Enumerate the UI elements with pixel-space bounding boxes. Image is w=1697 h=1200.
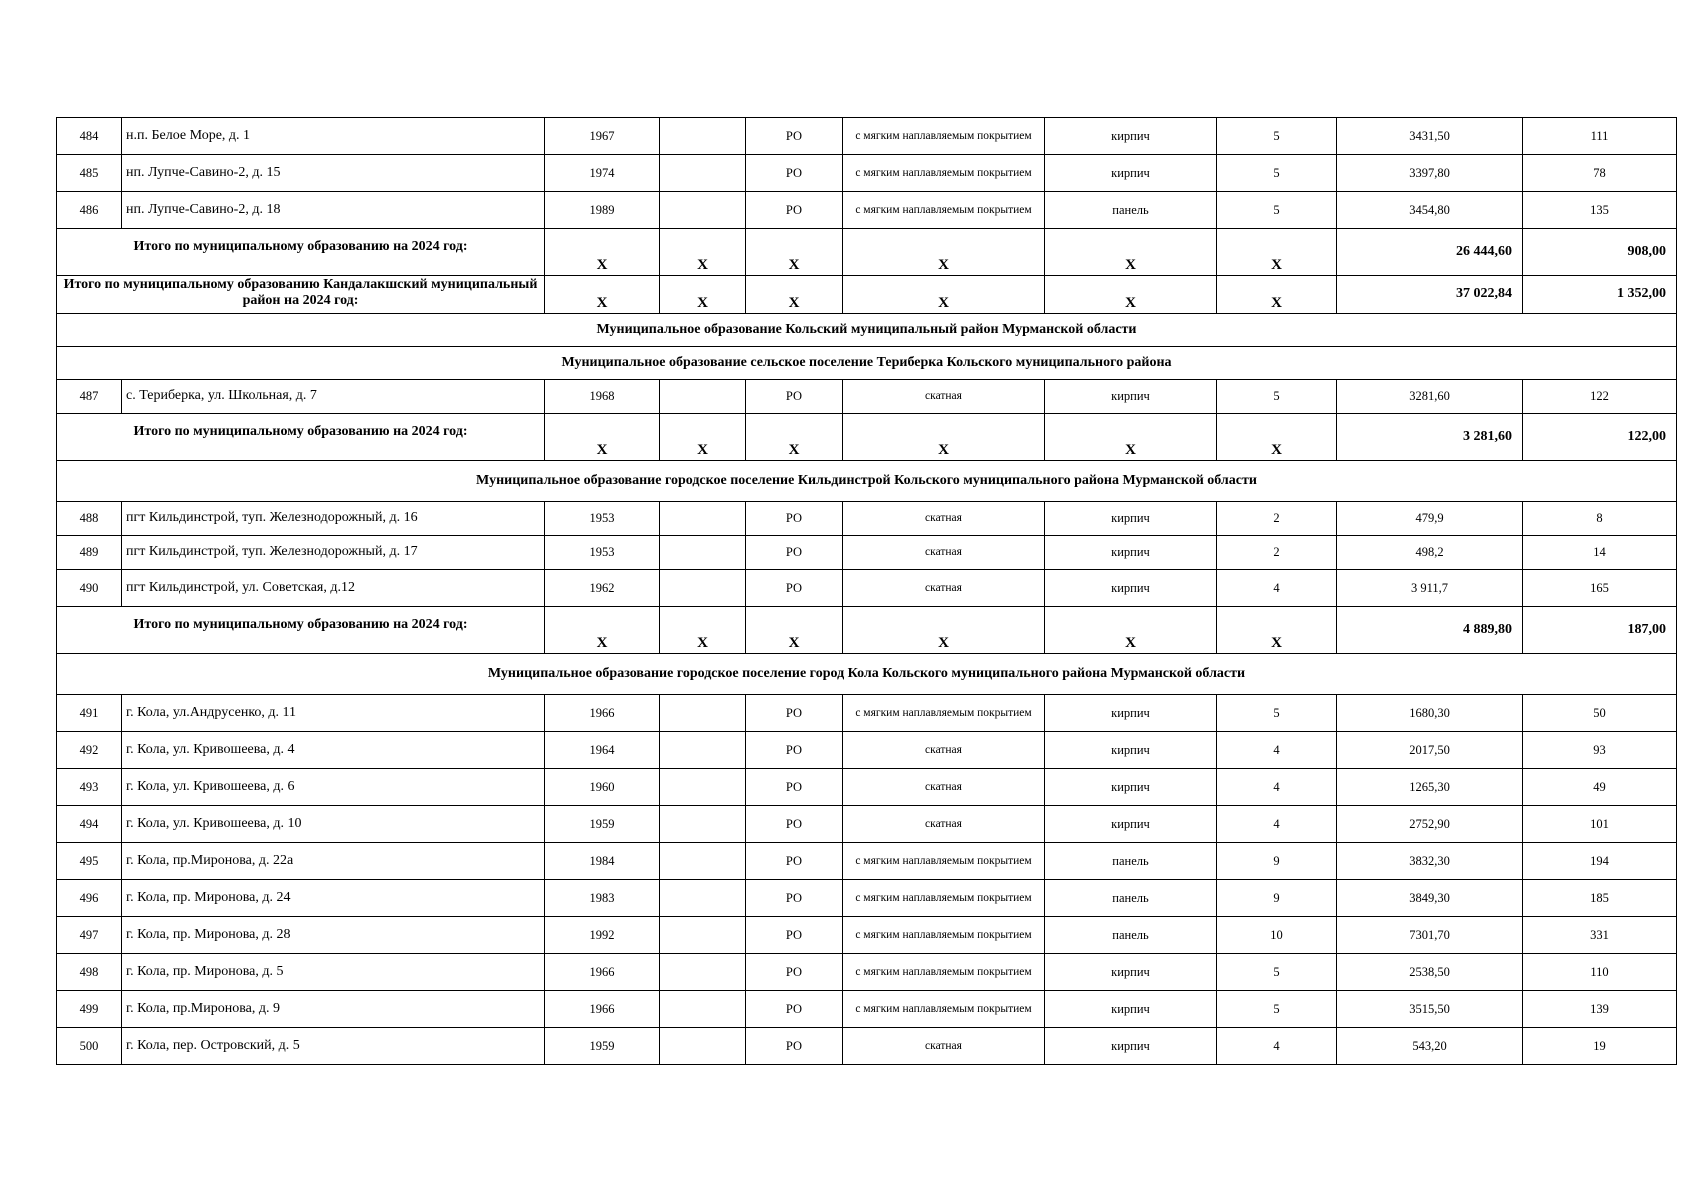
- x-mark: X: [1045, 276, 1217, 314]
- floors-cell: 4: [1217, 769, 1337, 806]
- empty-cell: [660, 769, 746, 806]
- area-cell: 3515,50: [1337, 991, 1523, 1028]
- x-mark: X: [1045, 229, 1217, 276]
- roof-cell: скатная: [843, 769, 1045, 806]
- total-label: Итого по муниципальному образованию на 2024 год:: [57, 607, 545, 654]
- section-header: [57, 461, 1677, 502]
- floors-cell: 4: [1217, 1028, 1337, 1065]
- table-row: [57, 843, 1677, 880]
- roof-cell: с мягким наплавляемым покрытием: [843, 991, 1045, 1028]
- floors-cell: 10: [1217, 917, 1337, 954]
- empty-cell: [660, 880, 746, 917]
- empty-cell: [660, 732, 746, 769]
- wall-cell: кирпич: [1045, 732, 1217, 769]
- wall-cell: кирпич: [1045, 1028, 1217, 1065]
- floors-cell: 9: [1217, 880, 1337, 917]
- floors-cell: 5: [1217, 118, 1337, 155]
- fund-cell: РО: [746, 1028, 843, 1065]
- wall-cell: панель: [1045, 843, 1217, 880]
- total-area: 3 281,60: [1337, 414, 1523, 461]
- total-row: [57, 229, 1677, 276]
- address-cell: нп. Лупче-Савино-2, д. 15: [122, 155, 545, 192]
- floors-cell: 5: [1217, 695, 1337, 732]
- people-cell: 14: [1523, 536, 1677, 570]
- area-cell: 479,9: [1337, 502, 1523, 536]
- area-cell: 498,2: [1337, 536, 1523, 570]
- empty-cell: [660, 1028, 746, 1065]
- x-mark: X: [1045, 414, 1217, 461]
- x-mark: X: [1217, 276, 1337, 314]
- fund-cell: РО: [746, 843, 843, 880]
- roof-cell: скатная: [843, 380, 1045, 414]
- people-cell: 78: [1523, 155, 1677, 192]
- total-people: 187,00: [1523, 607, 1677, 654]
- x-mark: X: [1217, 414, 1337, 461]
- people-cell: 49: [1523, 769, 1677, 806]
- fund-cell: РО: [746, 769, 843, 806]
- wall-cell: кирпич: [1045, 118, 1217, 155]
- people-cell: 19: [1523, 1028, 1677, 1065]
- address-cell: пгт Кильдинстрой, ул. Советская, д.12: [122, 570, 545, 607]
- year-cell: 1966: [545, 991, 660, 1028]
- section-title: Муниципальное образование городское поселение город Кола Кольского муниципального района Мурманской области: [57, 654, 1677, 695]
- year-cell: 1959: [545, 1028, 660, 1065]
- row-number: 493: [57, 769, 122, 806]
- roof-cell: с мягким наплавляемым покрытием: [843, 192, 1045, 229]
- year-cell: 1983: [545, 880, 660, 917]
- x-mark: X: [545, 276, 660, 314]
- people-cell: 8: [1523, 502, 1677, 536]
- wall-cell: кирпич: [1045, 769, 1217, 806]
- wall-cell: панель: [1045, 917, 1217, 954]
- table-row: [57, 380, 1677, 414]
- total-area: 37 022,84: [1337, 276, 1523, 314]
- row-number: 484: [57, 118, 122, 155]
- table-row: [57, 570, 1677, 607]
- x-mark: X: [545, 229, 660, 276]
- year-cell: 1953: [545, 502, 660, 536]
- section-title: Муниципальное образование городское поселение Кильдинстрой Кольского муниципального района Мурманской области: [57, 461, 1677, 502]
- total-label: Итого по муниципальному образованию на 2024 год:: [57, 229, 545, 276]
- area-cell: 2017,50: [1337, 732, 1523, 769]
- floors-cell: 5: [1217, 380, 1337, 414]
- x-mark: X: [1217, 607, 1337, 654]
- roof-cell: с мягким наплавляемым покрытием: [843, 118, 1045, 155]
- table-row: [57, 732, 1677, 769]
- address-cell: г. Кола, ул.Андрусенко, д. 11: [122, 695, 545, 732]
- x-mark: X: [660, 276, 746, 314]
- area-cell: 2752,90: [1337, 806, 1523, 843]
- x-mark: X: [843, 414, 1045, 461]
- table-row: [57, 769, 1677, 806]
- floors-cell: 5: [1217, 991, 1337, 1028]
- empty-cell: [660, 155, 746, 192]
- x-mark: X: [746, 607, 843, 654]
- year-cell: 1962: [545, 570, 660, 607]
- wall-cell: кирпич: [1045, 502, 1217, 536]
- floors-cell: 4: [1217, 732, 1337, 769]
- table-row: [57, 954, 1677, 991]
- total-area: 26 444,60: [1337, 229, 1523, 276]
- table-row: [57, 192, 1677, 229]
- people-cell: 135: [1523, 192, 1677, 229]
- fund-cell: РО: [746, 502, 843, 536]
- x-mark: X: [660, 607, 746, 654]
- x-mark: X: [843, 276, 1045, 314]
- empty-cell: [660, 536, 746, 570]
- address-cell: г. Кола, пр.Миронова, д. 9: [122, 991, 545, 1028]
- area-cell: 3 911,7: [1337, 570, 1523, 607]
- table-row: [57, 880, 1677, 917]
- total-people: 908,00: [1523, 229, 1677, 276]
- year-cell: 1959: [545, 806, 660, 843]
- table-row: [57, 917, 1677, 954]
- total-area: 4 889,80: [1337, 607, 1523, 654]
- empty-cell: [660, 917, 746, 954]
- people-cell: 50: [1523, 695, 1677, 732]
- row-number: 490: [57, 570, 122, 607]
- empty-cell: [660, 380, 746, 414]
- roof-cell: скатная: [843, 502, 1045, 536]
- row-number: 500: [57, 1028, 122, 1065]
- row-number: 486: [57, 192, 122, 229]
- empty-cell: [660, 118, 746, 155]
- row-number: 488: [57, 502, 122, 536]
- empty-cell: [660, 806, 746, 843]
- year-cell: 1992: [545, 917, 660, 954]
- fund-cell: РО: [746, 732, 843, 769]
- floors-cell: 4: [1217, 570, 1337, 607]
- address-cell: г. Кола, ул. Кривошеева, д. 10: [122, 806, 545, 843]
- table-row: [57, 695, 1677, 732]
- people-cell: 194: [1523, 843, 1677, 880]
- row-number: 498: [57, 954, 122, 991]
- area-cell: 2538,50: [1337, 954, 1523, 991]
- roof-cell: с мягким наплавляемым покрытием: [843, 155, 1045, 192]
- section-header: [57, 314, 1677, 347]
- fund-cell: РО: [746, 118, 843, 155]
- people-cell: 111: [1523, 118, 1677, 155]
- x-mark: X: [746, 276, 843, 314]
- area-cell: 543,20: [1337, 1028, 1523, 1065]
- x-mark: X: [660, 414, 746, 461]
- table-row: [57, 155, 1677, 192]
- x-mark: X: [545, 414, 660, 461]
- address-cell: г. Кола, ул. Кривошеева, д. 4: [122, 732, 545, 769]
- fund-cell: РО: [746, 192, 843, 229]
- area-cell: 3849,30: [1337, 880, 1523, 917]
- total-people: 122,00: [1523, 414, 1677, 461]
- wall-cell: кирпич: [1045, 991, 1217, 1028]
- address-cell: г. Кола, пр.Миронова, д. 22а: [122, 843, 545, 880]
- people-cell: 110: [1523, 954, 1677, 991]
- empty-cell: [660, 695, 746, 732]
- table-row: [57, 806, 1677, 843]
- fund-cell: РО: [746, 954, 843, 991]
- area-cell: 3454,80: [1337, 192, 1523, 229]
- total-row: [57, 276, 1677, 314]
- row-number: 485: [57, 155, 122, 192]
- x-mark: X: [545, 607, 660, 654]
- wall-cell: кирпич: [1045, 570, 1217, 607]
- roof-cell: с мягким наплавляемым покрытием: [843, 880, 1045, 917]
- year-cell: 1953: [545, 536, 660, 570]
- roof-cell: с мягким наплавляемым покрытием: [843, 954, 1045, 991]
- floors-cell: 5: [1217, 155, 1337, 192]
- address-cell: г. Кола, пер. Островский, д. 5: [122, 1028, 545, 1065]
- year-cell: 1989: [545, 192, 660, 229]
- area-cell: 1265,30: [1337, 769, 1523, 806]
- table-row: [57, 536, 1677, 570]
- row-number: 492: [57, 732, 122, 769]
- table-row: [57, 118, 1677, 155]
- wall-cell: панель: [1045, 880, 1217, 917]
- total-people: 1 352,00: [1523, 276, 1677, 314]
- address-cell: пгт Кильдинстрой, туп. Железнодорожный, д. 16: [122, 502, 545, 536]
- wall-cell: кирпич: [1045, 536, 1217, 570]
- area-cell: 3431,50: [1337, 118, 1523, 155]
- address-cell: г. Кола, пр. Миронова, д. 24: [122, 880, 545, 917]
- fund-cell: РО: [746, 536, 843, 570]
- total-label: Итого по муниципальному образованию Кандалакшский муниципальный район на 2024 год:: [57, 276, 545, 314]
- row-number: 495: [57, 843, 122, 880]
- x-mark: X: [843, 607, 1045, 654]
- area-cell: 1680,30: [1337, 695, 1523, 732]
- floors-cell: 9: [1217, 843, 1337, 880]
- roof-cell: скатная: [843, 1028, 1045, 1065]
- year-cell: 1984: [545, 843, 660, 880]
- total-label: Итого по муниципальному образованию на 2024 год:: [57, 414, 545, 461]
- section-header: [57, 347, 1677, 380]
- roof-cell: с мягким наплавляемым покрытием: [843, 917, 1045, 954]
- people-cell: 101: [1523, 806, 1677, 843]
- wall-cell: кирпич: [1045, 806, 1217, 843]
- x-mark: X: [660, 229, 746, 276]
- address-cell: с. Териберка, ул. Школьная, д. 7: [122, 380, 545, 414]
- floors-cell: 4: [1217, 806, 1337, 843]
- address-cell: нп. Лупче-Савино-2, д. 18: [122, 192, 545, 229]
- people-cell: 93: [1523, 732, 1677, 769]
- row-number: 499: [57, 991, 122, 1028]
- year-cell: 1960: [545, 769, 660, 806]
- address-cell: г. Кола, ул. Кривошеева, д. 6: [122, 769, 545, 806]
- address-cell: г. Кола, пр. Миронова, д. 5: [122, 954, 545, 991]
- floors-cell: 5: [1217, 192, 1337, 229]
- wall-cell: кирпич: [1045, 155, 1217, 192]
- wall-cell: панель: [1045, 192, 1217, 229]
- year-cell: 1967: [545, 118, 660, 155]
- empty-cell: [660, 502, 746, 536]
- row-number: 497: [57, 917, 122, 954]
- housing-table: [56, 117, 1677, 1065]
- table-row: [57, 991, 1677, 1028]
- x-mark: X: [746, 229, 843, 276]
- roof-cell: скатная: [843, 536, 1045, 570]
- roof-cell: с мягким наплавляемым покрытием: [843, 695, 1045, 732]
- year-cell: 1966: [545, 695, 660, 732]
- people-cell: 165: [1523, 570, 1677, 607]
- floors-cell: 5: [1217, 954, 1337, 991]
- roof-cell: скатная: [843, 732, 1045, 769]
- row-number: 487: [57, 380, 122, 414]
- fund-cell: РО: [746, 695, 843, 732]
- fund-cell: РО: [746, 380, 843, 414]
- address-cell: н.п. Белое Море, д. 1: [122, 118, 545, 155]
- roof-cell: с мягким наплавляемым покрытием: [843, 843, 1045, 880]
- x-mark: X: [843, 229, 1045, 276]
- fund-cell: РО: [746, 880, 843, 917]
- year-cell: 1968: [545, 380, 660, 414]
- roof-cell: скатная: [843, 806, 1045, 843]
- area-cell: 7301,70: [1337, 917, 1523, 954]
- row-number: 494: [57, 806, 122, 843]
- section-title: Муниципальное образование Кольский муниципальный район Мурманской области: [57, 314, 1677, 347]
- row-number: 491: [57, 695, 122, 732]
- fund-cell: РО: [746, 806, 843, 843]
- row-number: 496: [57, 880, 122, 917]
- wall-cell: кирпич: [1045, 380, 1217, 414]
- row-number: 489: [57, 536, 122, 570]
- table-row: [57, 1028, 1677, 1065]
- total-row: [57, 414, 1677, 461]
- people-cell: 122: [1523, 380, 1677, 414]
- roof-cell: скатная: [843, 570, 1045, 607]
- x-mark: X: [1217, 229, 1337, 276]
- fund-cell: РО: [746, 991, 843, 1028]
- fund-cell: РО: [746, 570, 843, 607]
- floors-cell: 2: [1217, 536, 1337, 570]
- area-cell: 3397,80: [1337, 155, 1523, 192]
- table-row: [57, 502, 1677, 536]
- wall-cell: кирпич: [1045, 954, 1217, 991]
- fund-cell: РО: [746, 917, 843, 954]
- empty-cell: [660, 843, 746, 880]
- floors-cell: 2: [1217, 502, 1337, 536]
- people-cell: 185: [1523, 880, 1677, 917]
- address-cell: г. Кола, пр. Миронова, д. 28: [122, 917, 545, 954]
- x-mark: X: [1045, 607, 1217, 654]
- people-cell: 331: [1523, 917, 1677, 954]
- section-title: Муниципальное образование сельское поселение Териберка Кольского муниципального района: [57, 347, 1677, 380]
- total-row: [57, 607, 1677, 654]
- section-header: [57, 654, 1677, 695]
- empty-cell: [660, 570, 746, 607]
- year-cell: 1974: [545, 155, 660, 192]
- address-cell: пгт Кильдинстрой, туп. Железнодорожный, д. 17: [122, 536, 545, 570]
- area-cell: 3281,60: [1337, 380, 1523, 414]
- wall-cell: кирпич: [1045, 695, 1217, 732]
- empty-cell: [660, 954, 746, 991]
- people-cell: 139: [1523, 991, 1677, 1028]
- fund-cell: РО: [746, 155, 843, 192]
- year-cell: 1966: [545, 954, 660, 991]
- area-cell: 3832,30: [1337, 843, 1523, 880]
- x-mark: X: [746, 414, 843, 461]
- year-cell: 1964: [545, 732, 660, 769]
- empty-cell: [660, 991, 746, 1028]
- empty-cell: [660, 192, 746, 229]
